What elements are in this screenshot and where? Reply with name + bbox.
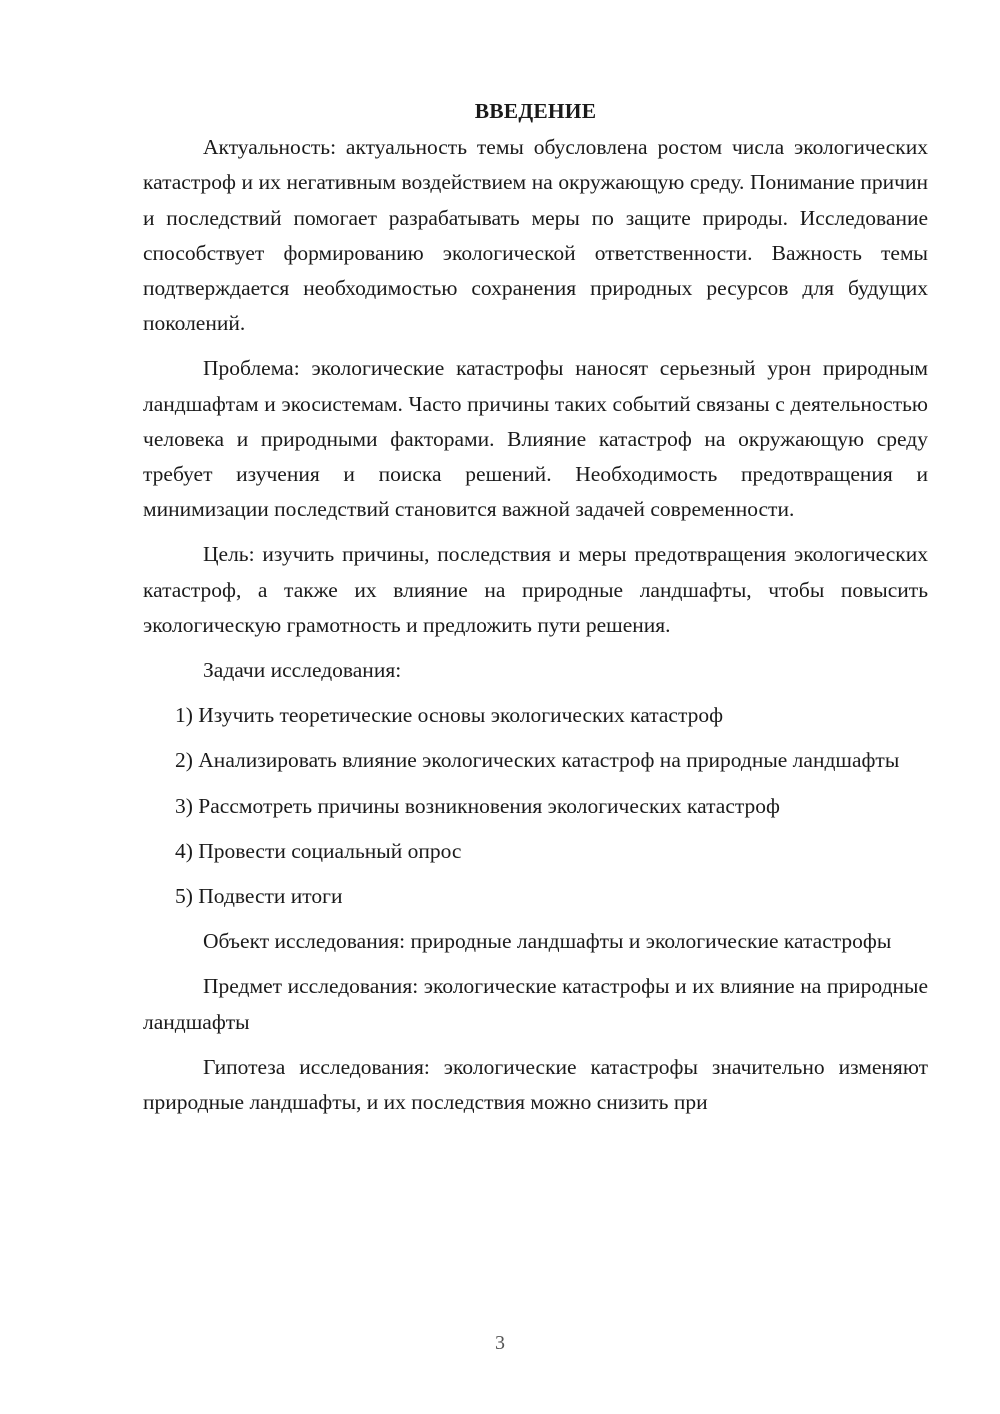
- relevance-paragraph: Актуальность: актуальность темы обусловлена ростом числа экологических катастроф и их негативным воздействием на окружающую среду. Понимание причин и последствий помогает разрабатывать меры по защите природы. Исследование способствует формированию экологической ответственности. Важность темы подтверждается необходимостью сохранения природных ресурсов для будущих поколений.: [143, 135, 928, 336]
- hypothesis-paragraph: Гипотеза исследования: экологические катастрофы значительно изменяют природные ландшафты, и их последствия можно снизить при: [143, 1054, 928, 1115]
- goal-paragraph: Цель: изучить причины, последствия и меры предотвращения экологических катастроф, а также их влияние на природные ландшафты, чтобы повысить экологическую грамотность и предложить пути решения.: [143, 542, 928, 637]
- tasks-heading: Задачи исследования:: [203, 658, 402, 683]
- task-item: 2) Анализировать влияние экологических катастроф на природные ландшафты: [175, 748, 900, 773]
- document-page: [143, 94, 928, 1130]
- task-item: 4) Провести социальный опрос: [175, 838, 462, 863]
- document-title: ВВЕДЕНИЕ: [474, 99, 597, 123]
- object-paragraph: Объект исследования: природные ландшафты и экологические катастрофы: [203, 929, 892, 954]
- page-number: 3: [495, 1332, 505, 1354]
- problem-paragraph: Проблема: экологические катастрофы наносят серьезный урон природным ландшафтам и экосистемам. Часто причины таких событий связаны с деятельностью человека и природными факторами. Влияние катастроф на окружающую среду требует изучения и поиска решений. Необходимость предотвращения и минимизации последствий становится важной задачей современности.: [143, 356, 928, 522]
- task-item: 3) Рассмотреть причины возникновения экологических катастроф: [175, 793, 780, 818]
- subject-paragraph: Предмет исследования: экологические катастрофы и их влияние на природные ландшафты: [143, 974, 928, 1034]
- task-item: 5) Подвести итоги: [175, 884, 343, 909]
- task-item: 1) Изучить теоретические основы экологических катастроф: [175, 703, 724, 728]
